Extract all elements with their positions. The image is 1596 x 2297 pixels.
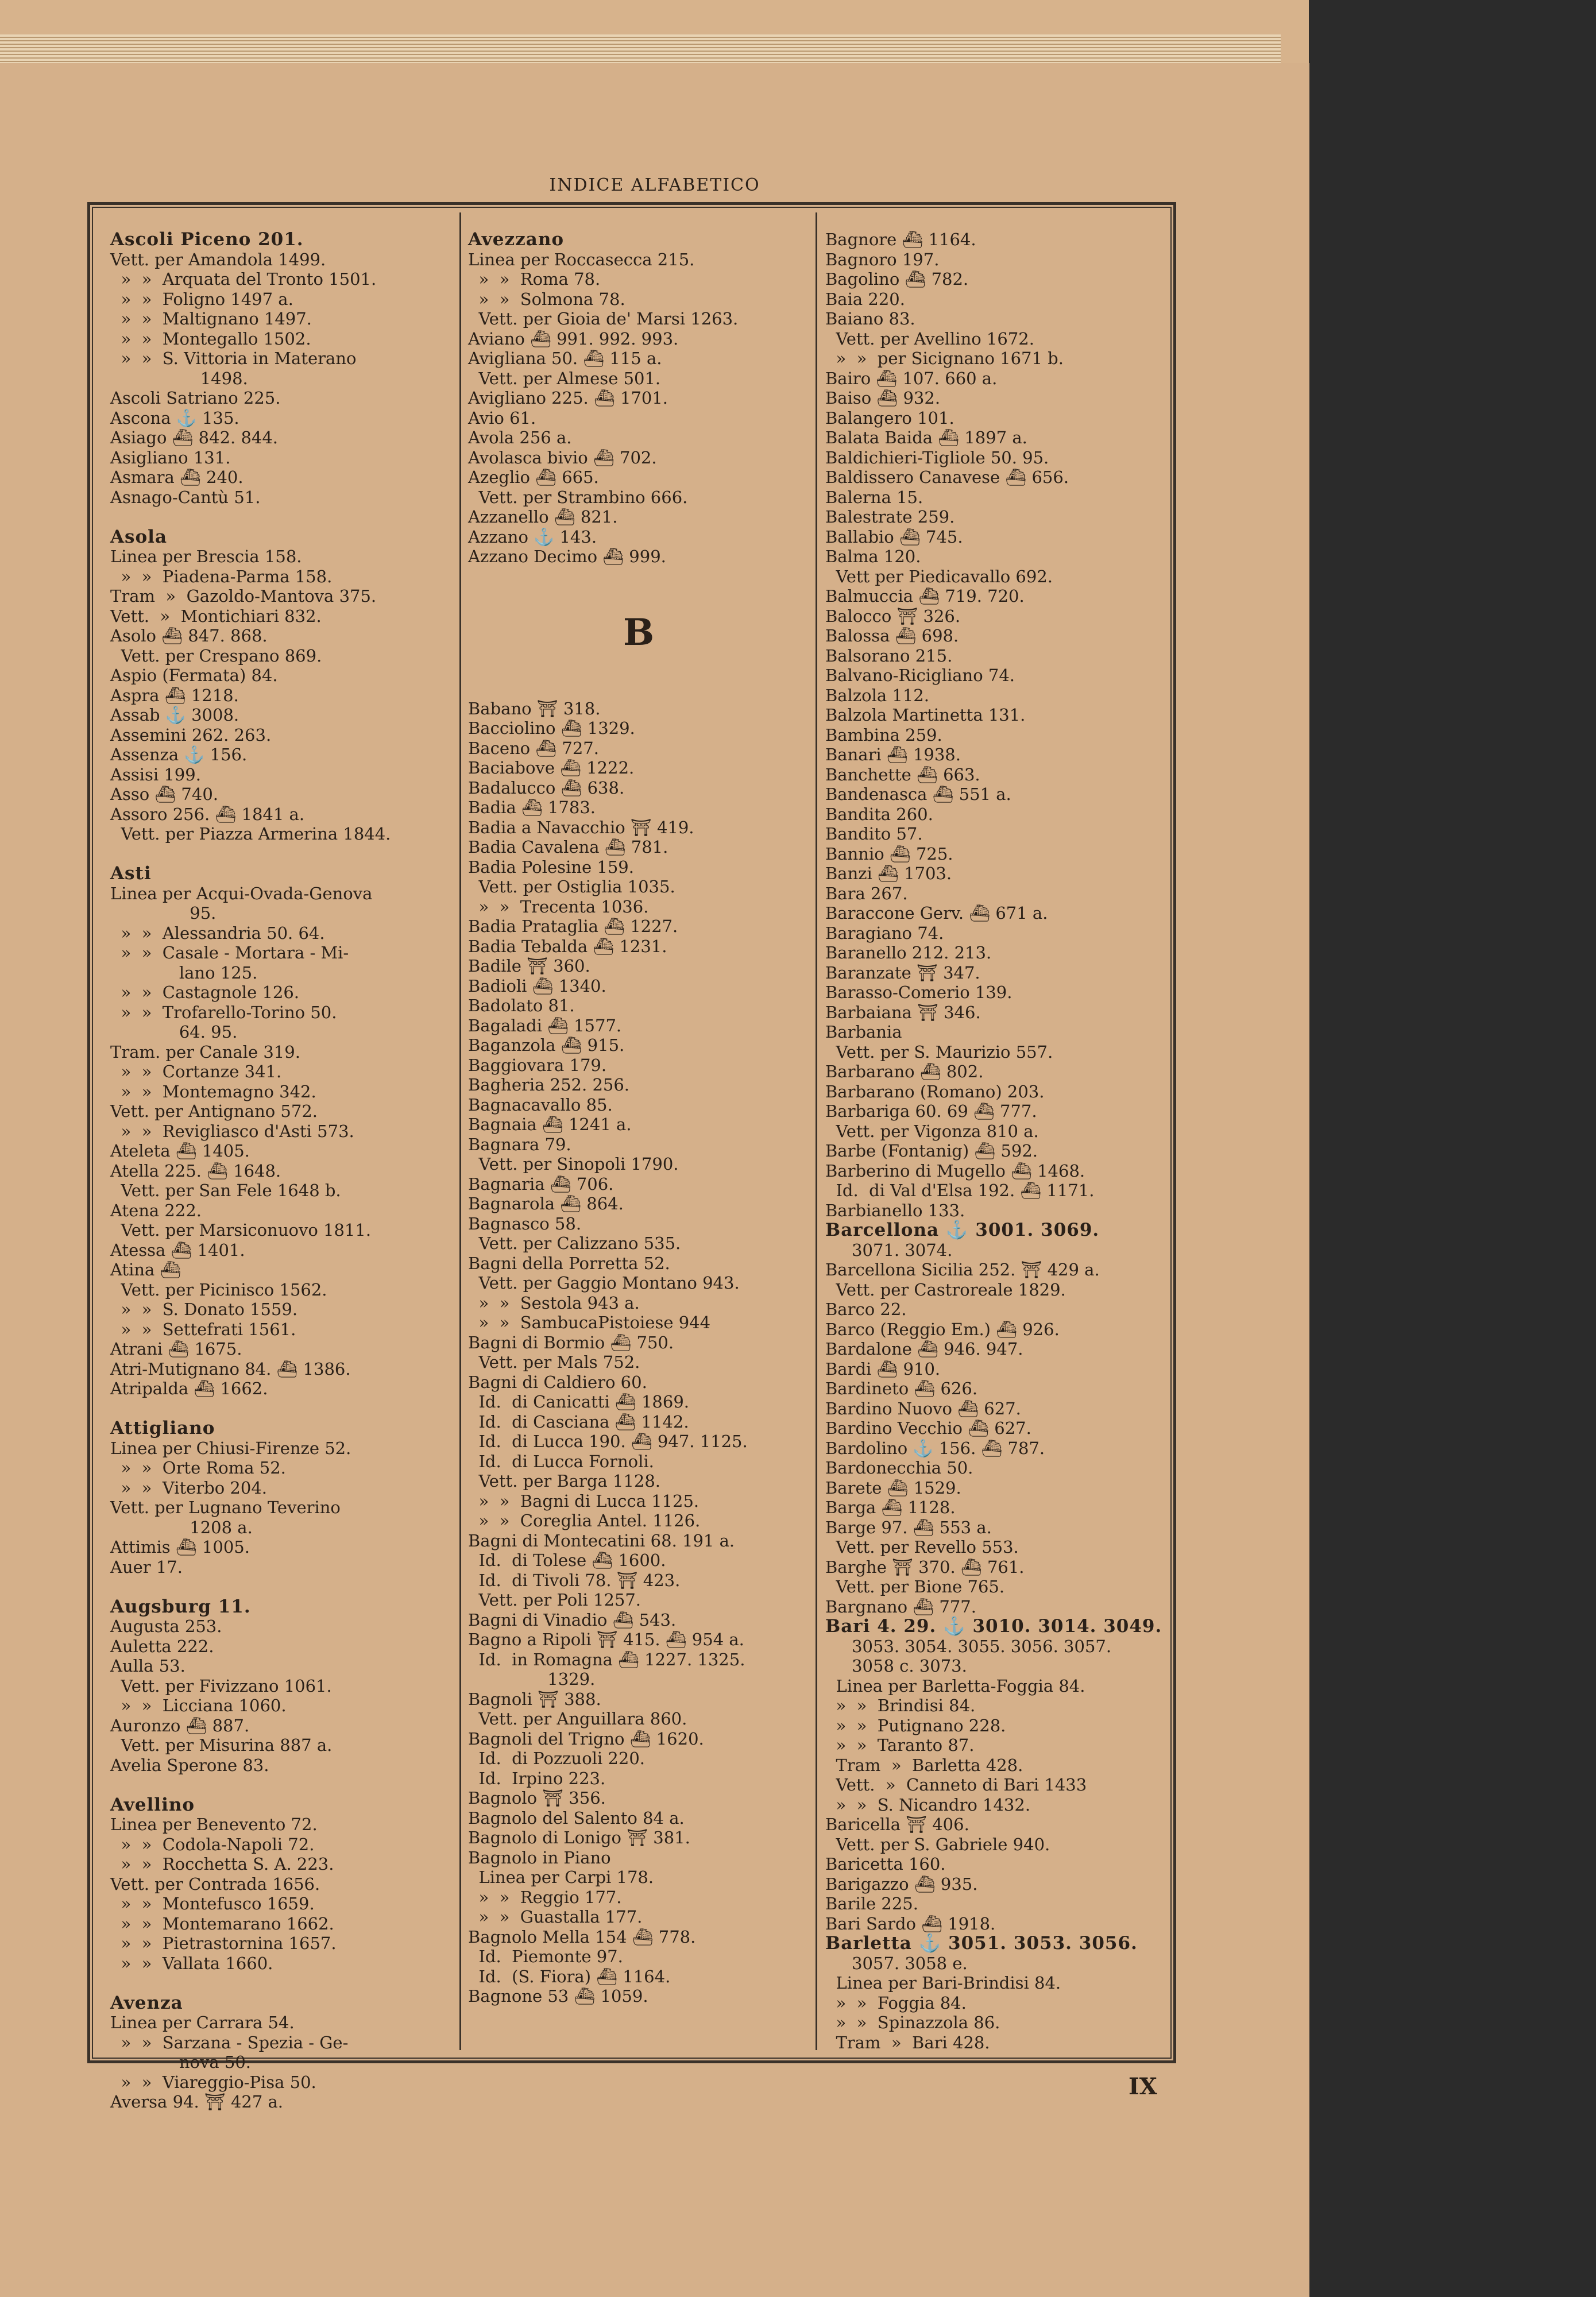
index-entry: Barigazzo ⛴ 935.	[825, 1874, 978, 1894]
index-entry: Id. in Romagna ⛴ 1227. 1325.	[468, 1649, 745, 1669]
index-entry: 3058 c. 3073.	[825, 1656, 967, 1676]
index-entry: Vett. per Picinisco 1562.	[110, 1279, 327, 1300]
index-entry: Aspra ⛴ 1218.	[110, 685, 239, 705]
index-entry: Bandenasca ⛴ 551 a.	[825, 784, 1011, 804]
index-entry: Atena 222.	[110, 1200, 202, 1220]
index-entry: nova 50.	[110, 2052, 251, 2072]
index-entry: Barbarano (Romano) 203.	[825, 1081, 1045, 1101]
index-entry: Baganzola ⛴ 915.	[468, 1035, 625, 1055]
index-entry: 1498.	[110, 368, 248, 388]
index-entry: Vett per Piedicavallo 692.	[825, 566, 1053, 586]
index-entry: Aspio (Fermata) 84.	[110, 666, 278, 685]
background-edge	[1309, 0, 1596, 2297]
index-entry: Baricetta 160.	[825, 1854, 946, 1874]
index-entry: Vett. per Contrada 1656.	[110, 1874, 320, 1894]
index-entry: Bagnoli ⛩ 388.	[468, 1689, 601, 1709]
index-entry: Barile 225.	[825, 1894, 918, 1913]
index-entry: Bardonecchia 50.	[825, 1458, 973, 1478]
index-entry: Avigliana 50. ⛴ 115 a.	[468, 349, 662, 368]
index-entry: Aviano ⛴ 991. 992. 993.	[468, 328, 679, 349]
index-entry: Baldissero Canavese ⛴ 656.	[825, 467, 1069, 487]
index-entry: B	[623, 610, 655, 654]
index-entry: Barbianello 133.	[825, 1200, 965, 1220]
index-entry: Bagnasco 58.	[468, 1213, 582, 1233]
index-entry: lano 125.	[110, 962, 258, 983]
index-entry: Vett. per Gioia de' Marsi 1263.	[468, 309, 739, 328]
index-entry: Badolato 81.	[468, 996, 575, 1015]
index-entry: Barete ⛴ 1529.	[825, 1478, 961, 1498]
index-entry: Assisi 199.	[110, 764, 201, 784]
index-entry: » » Montefusco 1659.	[110, 1894, 315, 1913]
index-entry: Bagaladi ⛴ 1577.	[468, 1015, 622, 1035]
index-entry: » » Viterbo 204.	[110, 1478, 267, 1498]
index-entry: Aversa 94. ⛩ 427 a.	[110, 2092, 284, 2112]
index-entry: Bargnano ⛴ 777.	[825, 1596, 976, 1617]
index-entry: 64. 95.	[110, 1022, 238, 1042]
index-entry: Banari ⛴ 1938.	[825, 745, 961, 764]
index-entry: Barco 22.	[825, 1300, 907, 1319]
index-entry: » » Revigliasco d'Asti 573.	[110, 1121, 354, 1141]
index-entry: » » Pietrastornina 1657.	[110, 1933, 337, 1953]
index-entry: Vett. per Revello 553.	[825, 1537, 1019, 1557]
index-entry: Babano ⛩ 318.	[468, 698, 601, 718]
index-entry: Banzi ⛴ 1703.	[825, 864, 952, 883]
index-entry: Asola	[110, 526, 168, 547]
index-entry: Bardi ⛴ 910.	[825, 1359, 941, 1379]
index-entry: Baiano 83.	[825, 309, 915, 328]
index-entry: » » Brindisi 84.	[825, 1696, 976, 1715]
index-entry: Bagnone 53 ⛴ 1059.	[468, 1986, 648, 2006]
index-entry: » » per Sicignano 1671 b.	[825, 349, 1064, 368]
index-entry: Linea per Roccasecca 215.	[468, 249, 695, 269]
index-entry: Balma 120.	[825, 547, 921, 566]
index-entry: Barasso-Comerio 139.	[825, 983, 1013, 1002]
index-entry: Id. di Pozzuoli 220.	[468, 1749, 645, 1768]
index-entry: Baldichieri-Tigliole 50. 95.	[825, 447, 1049, 467]
index-entry: Badia Tebalda ⛴ 1231.	[468, 936, 667, 956]
index-entry: Bagheria 252. 256.	[468, 1075, 630, 1095]
index-entry: » » SambucaPistoiese 944	[468, 1313, 711, 1332]
index-entry	[110, 1577, 449, 1597]
index-entry: Linea per Chiusi-Firenze 52.	[110, 1438, 351, 1458]
index-entry: Barbania	[825, 1022, 902, 1042]
index-entry: Atina ⛴	[110, 1260, 181, 1279]
index-entry: Barco (Reggio Em.) ⛴ 926.	[825, 1319, 1060, 1339]
index-entry: Tram » Gazoldo-Mantova 375.	[110, 586, 377, 606]
index-entry: » » Codola-Napoli 72.	[110, 1834, 315, 1854]
index-entry: 95.	[110, 903, 217, 923]
index-entry: 3071. 3074.	[825, 1240, 953, 1260]
index-entry: » » Montemarano 1662.	[110, 1913, 334, 1933]
index-entry: Augsburg 11.	[110, 1596, 251, 1617]
index-entry: Id. Piemonte 97.	[468, 1947, 623, 1966]
index-entry: Id. di Canicatti ⛴ 1869.	[468, 1392, 689, 1412]
index-entry: Azzano ⚓ 143.	[468, 527, 597, 547]
index-entry	[468, 659, 807, 699]
index-entry: Vett. per Poli 1257.	[468, 1590, 642, 1610]
index-entry: Baciabove ⛴ 1222.	[468, 758, 635, 778]
index-entry: Bardino Nuovo ⛴ 627.	[825, 1398, 1021, 1418]
index-entry: Assoro 256. ⛴ 1841 a.	[110, 804, 305, 824]
index-entry: Vett. per Bione 765.	[825, 1577, 1005, 1596]
index-entry: Barcellona Sicilia 252. ⛩ 429 a.	[825, 1260, 1100, 1279]
index-entry: Assenza ⚓ 156.	[110, 745, 248, 764]
index-entry: Id. Irpino 223.	[468, 1768, 606, 1788]
index-entry: Barbe (Fontanig) ⛴ 592.	[825, 1141, 1038, 1161]
page-number: IX	[1129, 2073, 1157, 2100]
index-entry: Bardolino ⚓ 156. ⛴ 787.	[825, 1438, 1045, 1458]
index-entry: Atella 225. ⛴ 1648.	[110, 1161, 281, 1181]
index-entry: Id. di Lucca 190. ⛴ 947. 1125.	[468, 1432, 748, 1451]
index-entry: » » Arquata del Tronto 1501.	[110, 269, 377, 289]
index-entry: Vett. per Piazza Armerina 1844.	[110, 824, 391, 844]
index-entry: » » Trecenta 1036.	[468, 896, 649, 917]
index-entry: Bagnaria ⛴ 706.	[468, 1174, 614, 1194]
index-entry: Bagnolo di Lonigo ⛩ 381.	[468, 1828, 690, 1847]
index-entry: Asti	[110, 863, 152, 884]
index-entry: Bandito 57.	[825, 824, 923, 844]
index-entry: Vett. per Mals 752.	[468, 1352, 640, 1372]
index-entry: » » Settefrati 1561.	[110, 1319, 296, 1339]
index-entry: » » Montegallo 1502.	[110, 328, 311, 349]
index-entry: Linea per Benevento 72.	[110, 1815, 318, 1834]
index-entry: Asso ⛴ 740.	[110, 784, 218, 804]
index-entry: Vett. per Castroreale 1829.	[825, 1279, 1066, 1300]
index-entry: Auer 17.	[110, 1557, 183, 1577]
index-entry: » » Guastalla 177.	[468, 1907, 643, 1927]
index-entry: Avellino	[110, 1794, 195, 1815]
index-entry: Ateleta ⛴ 1405.	[110, 1141, 250, 1161]
index-entry	[110, 1775, 449, 1795]
index-entry: Bagni di Vinadio ⛴ 543.	[468, 1610, 677, 1630]
index-entry: Balangero 101.	[825, 408, 954, 428]
index-entry: Bagnoli del Trigno ⛴ 1620.	[468, 1728, 704, 1749]
index-entry: Vett. per Amandola 1499.	[110, 249, 326, 269]
index-entry: Bagnolo Mella 154 ⛴ 778.	[468, 1927, 696, 1947]
index-entry: Bacciolino ⛴ 1329.	[468, 718, 635, 738]
index-entry: Atri-Mutignano 84. ⛴ 1386.	[110, 1359, 351, 1379]
index-entry: Barghe ⛩ 370. ⛴ 761.	[825, 1557, 1025, 1577]
index-entry: Baragiano 74.	[825, 923, 944, 943]
index-entry: Badia a Navacchio ⛩ 419.	[468, 817, 694, 837]
index-entry	[110, 507, 449, 527]
index-entry: Baranzate ⛩ 347.	[825, 962, 980, 983]
index-entry: Avenza	[110, 1992, 183, 2013]
index-entry: Assemini 262. 263.	[110, 725, 272, 745]
index-entry: Avelia Sperone 83.	[110, 1755, 269, 1775]
index-entry: Id. di Lucca Fornoli.	[468, 1451, 654, 1471]
index-entry: 3053. 3054. 3055. 3056. 3057.	[825, 1636, 1112, 1656]
index-entry: » » Sestola 943 a.	[468, 1293, 640, 1313]
index-entry: Ballabio ⛴ 745.	[825, 527, 963, 547]
index-entry: » » Foligno 1497 a.	[110, 289, 293, 309]
index-entry: Atessa ⛴ 1401.	[110, 1240, 245, 1260]
index-entry: » » Bagni di Lucca 1125.	[468, 1491, 700, 1511]
index-entry: Linea per Brescia 158.	[110, 547, 302, 566]
index-entry: Baiso ⛴ 932.	[825, 388, 941, 408]
index-entry: Linea per Carrara 54.	[110, 2013, 295, 2032]
index-entry: » » Montemagno 342.	[110, 1081, 316, 1101]
index-entry: » » Castagnole 126.	[110, 983, 300, 1002]
index-entry: Barbariga 60. 69 ⛴ 777.	[825, 1101, 1037, 1121]
index-entry: Badioli ⛴ 1340.	[468, 976, 606, 996]
index-entry: Bagni di Caldiero 60.	[468, 1372, 647, 1392]
index-entry: Vett. per S. Gabriele 940.	[825, 1834, 1050, 1854]
index-entry: » » Cortanze 341.	[110, 1062, 282, 1081]
index-entry: Vett. per Ostiglia 1035.	[468, 877, 675, 896]
index-entry: Tram » Barletta 428.	[825, 1755, 1023, 1775]
index-entry: Linea per Carpi 178.	[468, 1867, 654, 1887]
index-entry: Badia Polesine 159.	[468, 857, 634, 877]
index-entry: Vett. per Fivizzano 1061.	[110, 1676, 332, 1696]
index-entry: Balossa ⛴ 698.	[825, 626, 959, 645]
index-entry: Bardino Vecchio ⛴ 627.	[825, 1418, 1031, 1438]
index-entry: Avio 61.	[468, 408, 536, 428]
index-entry: Baraccone Gerv. ⛴ 671 a.	[825, 903, 1048, 923]
index-entry: Bagnara 79.	[468, 1134, 571, 1154]
index-entry: Vett. per Vigonza 810 a.	[825, 1121, 1039, 1141]
index-entry: Asmara ⛴ 240.	[110, 467, 244, 487]
index-entry: Bagno a Ripoli ⛩ 415. ⛴ 954 a.	[468, 1630, 744, 1649]
index-entry: Vett. per S. Maurizio 557.	[825, 1042, 1053, 1062]
index-entry: » » Alessandria 50. 64.	[110, 923, 325, 943]
index-entry: Augusta 253.	[110, 1617, 222, 1636]
index-entry: 1329.	[468, 1669, 596, 1689]
index-entry: Vett. per Calizzano 535.	[468, 1233, 681, 1253]
index-entry: Badia ⛴ 1783.	[468, 798, 596, 817]
index-entry: Badia Prataglia ⛴ 1227.	[468, 917, 678, 936]
index-entry: Bambina 259.	[825, 725, 942, 745]
index-entry: 3057. 3058 e.	[825, 1953, 968, 1973]
index-entry: Banchette ⛴ 663.	[825, 764, 980, 784]
index-entry: » » S. Vittoria in Materano	[110, 349, 357, 368]
index-entry: Atripalda ⛴ 1662.	[110, 1379, 268, 1398]
index-entry: Vett. per Marsiconuovo 1811.	[110, 1220, 372, 1240]
index-entry: Balvano-Ricigliano 74.	[825, 666, 1015, 685]
column-divider	[816, 212, 817, 2050]
index-entry: » » Solmona 78.	[468, 289, 625, 309]
index-entry: Tram. per Canale 319.	[110, 1042, 300, 1062]
index-entry: Vett. per Misurina 887 a.	[110, 1735, 333, 1755]
index-entry: Barbarano ⛴ 802.	[825, 1062, 984, 1081]
index-entry: Atrani ⛴ 1675.	[110, 1339, 242, 1359]
index-entry: Id. (S. Fiora) ⛴ 1164.	[468, 1966, 671, 1986]
index-entry: Balata Baida ⛴ 1897 a.	[825, 428, 1027, 447]
index-entry: Bagni di Montecatini 68. 191 a.	[468, 1530, 735, 1550]
index-entry: Bagolino ⛴ 782.	[825, 269, 969, 289]
index-entry: Bagnarola ⛴ 864.	[468, 1194, 624, 1213]
index-entry: » » Piadena-Parma 158.	[110, 566, 333, 586]
index-entry: Bagnoro 197.	[825, 249, 940, 269]
index-entry: Badalucco ⛴ 638.	[468, 778, 625, 798]
index-entry: Baggiovara 179.	[468, 1055, 607, 1075]
index-column-2	[468, 230, 807, 2006]
index-entry	[110, 1973, 449, 1993]
index-entry: Balocco ⛩ 326.	[825, 606, 961, 626]
index-entry: Aulla 53.	[110, 1656, 186, 1676]
index-entry: Asiago ⛴ 842. 844.	[110, 428, 279, 447]
index-entry: Bari 4. 29. ⚓ 3010. 3014. 3049.	[825, 1616, 1162, 1637]
index-entry: Id. di Casciana ⛴ 1142.	[468, 1412, 689, 1432]
index-entry: Bagnolo del Salento 84 a.	[468, 1808, 685, 1828]
index-entry: Barletta ⚓ 3051. 3053. 3056.	[825, 1933, 1138, 1954]
index-entry: Vett. per Strambino 666.	[468, 487, 688, 507]
index-entry: Vett. per Barga 1128.	[468, 1471, 660, 1491]
index-entry: Vett. » Montichiari 832.	[110, 606, 322, 626]
index-entry: Bannio ⛴ 725.	[825, 844, 953, 864]
index-entry: Bara 267.	[825, 883, 908, 903]
index-entry: Vett. per Avellino 1672.	[825, 328, 1034, 349]
index-entry: » » Reggio 177.	[468, 1887, 622, 1907]
index-entry: Baia 220.	[825, 289, 905, 309]
index-entry: Barge 97. ⛴ 553 a.	[825, 1517, 992, 1537]
index-entry: » » Licciana 1060.	[110, 1696, 287, 1715]
index-entry: Bari Sardo ⛴ 1918.	[825, 1913, 996, 1933]
index-entry: Vett. per San Fele 1648 b.	[110, 1181, 341, 1200]
index-entry: Bandita 260.	[825, 804, 933, 824]
index-entry: Azzanello ⛴ 821.	[468, 507, 618, 527]
index-entry: Auronzo ⛴ 887.	[110, 1715, 250, 1735]
index-entry: » » Spinazzola 86.	[825, 2013, 1000, 2032]
index-entry: Vett. per Anguillara 860.	[468, 1709, 687, 1728]
index-entry: Attigliano	[110, 1418, 215, 1438]
index-entry: Barbaiana ⛩ 346.	[825, 1002, 981, 1022]
index-entry: Bagnolo ⛩ 356.	[468, 1788, 606, 1808]
index-entry: Baricella ⛩ 406.	[825, 1815, 969, 1834]
index-entry: Linea per Barletta-Foggia 84.	[825, 1676, 1085, 1696]
index-entry: Barcellona ⚓ 3001. 3069.	[825, 1220, 1100, 1240]
index-entry: » » Vallata 1660.	[110, 1953, 273, 1973]
index-entry: Bagnaia ⛴ 1241 a.	[468, 1115, 632, 1134]
index-column-1	[110, 230, 449, 2112]
index-entry: Balerna 15.	[825, 487, 923, 507]
index-entry: Asigliano 131.	[110, 447, 231, 467]
index-entry: Bardalone ⛴ 946. 947.	[825, 1339, 1023, 1359]
index-entry: Balsorano 215.	[825, 645, 953, 666]
index-entry: » » Maltignano 1497.	[110, 309, 312, 328]
index-entry: Avigliano 225. ⛴ 1701.	[468, 388, 668, 408]
index-entry: Badia Cavalena ⛴ 781.	[468, 837, 668, 857]
index-entry: Vett. per Lugnano Teverino	[110, 1498, 341, 1517]
index-entry: Ascoli Piceno 201.	[110, 229, 304, 250]
index-entry: Asnago-Cantù 51.	[110, 487, 261, 507]
page-header: INDICE ALFABETICO	[549, 175, 760, 195]
index-entry: » » Roma 78.	[468, 269, 601, 289]
index-entry: Tram » Bari 428.	[825, 2032, 990, 2052]
index-entry: Ascoli Satriano 225.	[110, 388, 281, 408]
index-entry: Balestrate 259.	[825, 507, 955, 527]
index-entry: Linea per Bari-Brindisi 84.	[825, 1973, 1061, 1993]
index-entry: Vett. per Crespano 869.	[110, 645, 322, 666]
index-entry: Id. di Tolese ⛴ 1600.	[468, 1550, 666, 1570]
index-entry: Vett. per Antignano 572.	[110, 1101, 318, 1121]
index-entry: » » S. Donato 1559.	[110, 1300, 298, 1319]
index-entry	[468, 567, 807, 607]
index-entry: » » Sarzana - Spezia - Ge-	[110, 2032, 349, 2052]
index-entry: Balzola 112.	[825, 685, 929, 705]
index-entry: » » Casale - Mortara - Mi-	[110, 943, 349, 962]
index-entry: Vett. per Gaggio Montano 943.	[468, 1273, 740, 1293]
index-entry: » » Putignano 228.	[825, 1715, 1006, 1735]
index-entry: Avola 256 a.	[468, 428, 572, 447]
index-entry: Azzano Decimo ⛴ 999.	[468, 547, 666, 566]
index-entry: Attimis ⛴ 1005.	[110, 1537, 250, 1557]
index-entry: Id. di Tivoli 78. ⛩ 423.	[468, 1570, 681, 1590]
index-entry: » » Viareggio-Pisa 50.	[110, 2072, 316, 2092]
index-entry: Balzola Martinetta 131.	[825, 705, 1026, 725]
index-entry	[110, 1399, 449, 1419]
index-entry: Vett. per Almese 501.	[468, 368, 661, 388]
index-entry: Badile ⛩ 360.	[468, 956, 590, 976]
index-entry: Assab ⚓ 3008.	[110, 705, 239, 725]
index-entry	[110, 844, 449, 864]
index-entry: Bagni di Bormio ⛴ 750.	[468, 1332, 674, 1352]
index-entry: Azeglio ⛴ 665.	[468, 467, 599, 487]
index-entry: Baceno ⛴ 727.	[468, 738, 599, 758]
index-entry: » » Trofarello-Torino 50.	[110, 1002, 337, 1022]
index-entry: 1208 a.	[110, 1517, 253, 1537]
index-entry: Baranello 212. 213.	[825, 943, 992, 962]
column-divider	[459, 212, 461, 2050]
index-entry: » » Orte Roma 52.	[110, 1458, 286, 1478]
index-entry: Ascona ⚓ 135.	[110, 408, 239, 428]
index-entry: Avolasca bivio ⛴ 702.	[468, 447, 657, 467]
index-entry: Bagnolo in Piano	[468, 1847, 611, 1867]
index-entry: Balmuccia ⛴ 719. 720.	[825, 586, 1025, 606]
index-entry: » » Taranto 87.	[825, 1735, 975, 1755]
index-entry: Bagnore ⛴ 1164.	[825, 230, 976, 249]
index-entry: » » Foggia 84.	[825, 1993, 967, 2013]
index-entry: Id. di Val d'Elsa 192. ⛴ 1171.	[825, 1181, 1095, 1200]
index-entry: Linea per Acqui-Ovada-Genova	[110, 883, 373, 903]
index-entry: » » S. Nicandro 1432.	[825, 1795, 1031, 1815]
index-column-3	[825, 230, 1164, 2052]
index-entry: Bardineto ⛴ 626.	[825, 1379, 978, 1398]
index-entry: Vett. » Canneto di Bari 1433	[825, 1775, 1087, 1795]
index-entry: » » Rocchetta S. A. 223.	[110, 1854, 334, 1874]
index-entry: Bagni della Porretta 52.	[468, 1253, 670, 1273]
index-entry: Auletta 222.	[110, 1636, 214, 1656]
index-entry: Barberino di Mugello ⛴ 1468.	[825, 1161, 1085, 1181]
index-entry: Bagnacavallo 85.	[468, 1095, 613, 1115]
index-entry: Barga ⛴ 1128.	[825, 1498, 956, 1517]
index-entry: Vett. per Sinopoli 1790.	[468, 1154, 679, 1174]
index-entry: Asolo ⛴ 847. 868.	[110, 626, 268, 645]
index-entry: » » Coreglia Antel. 1126.	[468, 1511, 701, 1530]
index-entry: Avezzano	[468, 229, 565, 250]
index-entry: Bairo ⛴ 107. 660 a.	[825, 368, 998, 388]
